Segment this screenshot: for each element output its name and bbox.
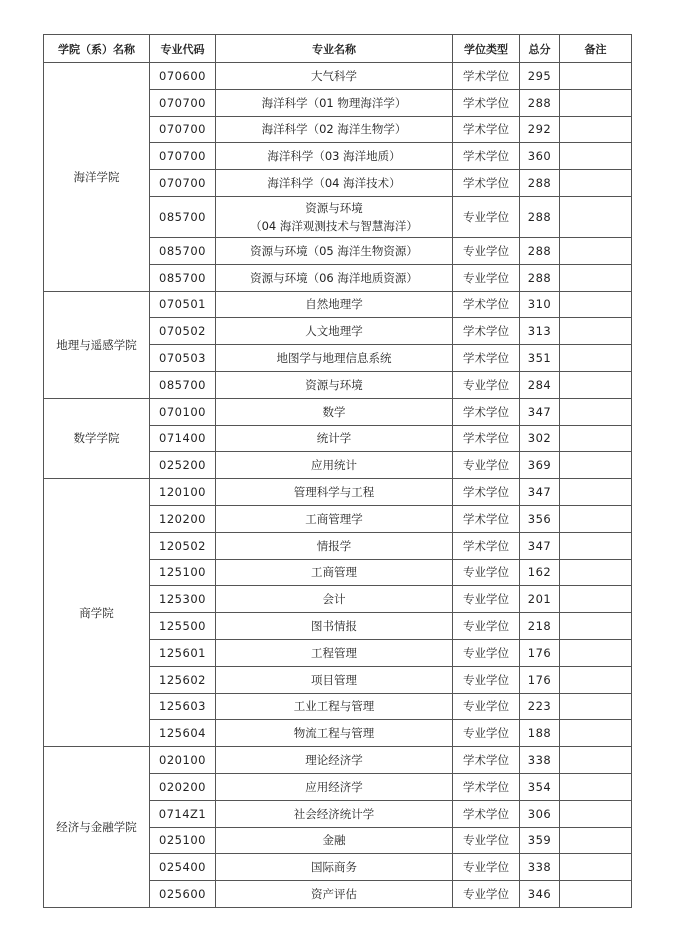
note-cell [560,318,632,345]
major-name-cell: 海洋科学（04 海洋技术） [216,170,453,197]
total-score-cell: 347 [520,479,560,506]
total-score-cell: 302 [520,425,560,452]
major-code-cell: 070700 [150,89,216,116]
total-score-cell: 223 [520,693,560,720]
major-name-cell: 会计 [216,586,453,613]
major-code-cell: 070700 [150,170,216,197]
major-name-cell: 海洋科学（01 物理海洋学） [216,89,453,116]
degree-type-cell: 学术学位 [453,479,520,506]
college-name-cell: 数学学院 [44,398,150,478]
note-cell [560,264,632,291]
note-cell [560,170,632,197]
major-name-cell: 金融 [216,827,453,854]
degree-type-cell: 专业学位 [453,371,520,398]
note-cell [560,237,632,264]
major-code-cell: 125604 [150,720,216,747]
major-name-cell: 项目管理 [216,666,453,693]
total-score-cell: 201 [520,586,560,613]
degree-type-cell: 学术学位 [453,116,520,143]
table-row [44,63,632,90]
table-row [44,398,632,425]
major-code-cell: 070700 [150,116,216,143]
degree-type-cell: 专业学位 [453,854,520,881]
note-cell [560,532,632,559]
total-score-cell: 176 [520,666,560,693]
note-cell [560,559,632,586]
college-name-cell: 经济与金融学院 [44,747,150,908]
total-score-cell: 288 [520,196,560,237]
major-code-cell: 025100 [150,827,216,854]
score-table [43,34,632,908]
total-score-cell: 346 [520,881,560,908]
major-name-cell: 工商管理学 [216,505,453,532]
degree-type-cell: 学术学位 [453,773,520,800]
degree-type-cell: 专业学位 [453,881,520,908]
degree-type-cell: 学术学位 [453,89,520,116]
total-score-cell: 188 [520,720,560,747]
total-score-cell: 218 [520,613,560,640]
note-cell [560,747,632,774]
total-score-cell: 360 [520,143,560,170]
table-row [44,479,632,506]
degree-type-cell: 学术学位 [453,63,520,90]
major-code-cell: 070503 [150,345,216,372]
note-cell [560,827,632,854]
degree-type-cell: 专业学位 [453,693,520,720]
major-name-line-2: （04 海洋观测技术与智慧海洋） [250,218,418,233]
major-code-cell: 085700 [150,237,216,264]
total-score-cell: 359 [520,827,560,854]
degree-type-cell: 专业学位 [453,237,520,264]
major-code-cell: 025200 [150,452,216,479]
total-score-cell: 347 [520,532,560,559]
degree-type-cell: 学术学位 [453,143,520,170]
degree-type-cell: 学术学位 [453,170,520,197]
major-code-cell: 120200 [150,505,216,532]
major-name-cell: 地图学与地理信息系统 [216,345,453,372]
major-code-cell: 0714Z1 [150,800,216,827]
major-code-cell: 125100 [150,559,216,586]
degree-type-cell: 学术学位 [453,345,520,372]
major-name-cell: 图书情报 [216,613,453,640]
header-row [44,35,632,63]
major-name-cell: 国际商务 [216,854,453,881]
degree-type-cell: 专业学位 [453,666,520,693]
major-name-cell: 统计学 [216,425,453,452]
major-code-cell: 125500 [150,613,216,640]
major-name-cell: 物流工程与管理 [216,720,453,747]
major-name-cell: 应用经济学 [216,773,453,800]
header-college: 学院（系）名称 [44,35,150,63]
degree-type-cell: 学术学位 [453,747,520,774]
major-name-cell: 海洋科学（03 海洋地质） [216,143,453,170]
note-cell [560,505,632,532]
major-name-cell: 工程管理 [216,639,453,666]
note-cell [560,398,632,425]
total-score-cell: 292 [520,116,560,143]
major-code-cell: 025600 [150,881,216,908]
note-cell [560,196,632,237]
total-score-cell: 284 [520,371,560,398]
major-name-cell: 工业工程与管理 [216,693,453,720]
major-name-cell: 资产评估 [216,881,453,908]
major-name-cell: 资源与环境 [216,371,453,398]
total-score-cell: 313 [520,318,560,345]
major-code-cell: 085700 [150,371,216,398]
major-code-cell: 125603 [150,693,216,720]
college-name-cell: 商学院 [44,479,150,747]
total-score-cell: 162 [520,559,560,586]
total-score-cell: 354 [520,773,560,800]
note-cell [560,452,632,479]
total-score-cell: 351 [520,345,560,372]
major-code-cell: 070502 [150,318,216,345]
total-score-cell: 347 [520,398,560,425]
major-name-cell: 自然地理学 [216,291,453,318]
degree-type-cell: 专业学位 [453,639,520,666]
major-code-cell: 071400 [150,425,216,452]
table-row [44,291,632,318]
major-name-cell: 理论经济学 [216,747,453,774]
note-cell [560,693,632,720]
header-degree-type: 学位类型 [453,35,520,63]
major-code-cell: 120502 [150,532,216,559]
note-cell [560,720,632,747]
note-cell [560,666,632,693]
total-score-cell: 369 [520,452,560,479]
degree-type-cell: 专业学位 [453,827,520,854]
major-name-cell: 人文地理学 [216,318,453,345]
header-total: 总分 [520,35,560,63]
major-code-cell: 025400 [150,854,216,881]
note-cell [560,425,632,452]
major-name-cell: 情报学 [216,532,453,559]
major-name-cell: 数学 [216,398,453,425]
note-cell [560,371,632,398]
degree-type-cell: 学术学位 [453,532,520,559]
major-name-cell [216,196,453,237]
header-code: 专业代码 [150,35,216,63]
major-code-cell: 020200 [150,773,216,800]
major-code-cell: 070600 [150,63,216,90]
degree-type-cell: 专业学位 [453,452,520,479]
major-name-cell: 应用统计 [216,452,453,479]
total-score-cell: 356 [520,505,560,532]
major-code-cell: 125602 [150,666,216,693]
note-cell [560,116,632,143]
total-score-cell: 288 [520,237,560,264]
note-cell [560,613,632,640]
note-cell [560,63,632,90]
major-name-cell: 资源与环境（06 海洋地质资源） [216,264,453,291]
degree-type-cell: 学术学位 [453,505,520,532]
major-name-cell: 管理科学与工程 [216,479,453,506]
degree-type-cell: 学术学位 [453,318,520,345]
total-score-cell: 288 [520,89,560,116]
major-code-cell: 020100 [150,747,216,774]
college-name-cell: 海洋学院 [44,63,150,292]
degree-type-cell: 学术学位 [453,398,520,425]
degree-type-cell: 专业学位 [453,196,520,237]
degree-type-cell: 专业学位 [453,586,520,613]
major-name-cell: 社会经济统计学 [216,800,453,827]
degree-type-cell: 学术学位 [453,425,520,452]
major-name-line-1: 资源与环境 [305,200,363,215]
total-score-cell: 338 [520,747,560,774]
major-code-cell: 085700 [150,196,216,237]
total-score-cell: 176 [520,639,560,666]
note-cell [560,143,632,170]
degree-type-cell: 专业学位 [453,613,520,640]
major-name-cell: 大气科学 [216,63,453,90]
note-cell [560,800,632,827]
note-cell [560,291,632,318]
note-cell [560,881,632,908]
header-major: 专业名称 [216,35,453,63]
note-cell [560,854,632,881]
major-code-cell: 070100 [150,398,216,425]
note-cell [560,89,632,116]
note-cell [560,479,632,506]
total-score-cell: 310 [520,291,560,318]
table-row [44,747,632,774]
major-code-cell: 070501 [150,291,216,318]
note-cell [560,586,632,613]
major-name-cell: 资源与环境（05 海洋生物资源） [216,237,453,264]
degree-type-cell: 学术学位 [453,800,520,827]
total-score-cell: 338 [520,854,560,881]
note-cell [560,773,632,800]
degree-type-cell: 学术学位 [453,291,520,318]
note-cell [560,639,632,666]
total-score-cell: 295 [520,63,560,90]
major-code-cell: 120100 [150,479,216,506]
major-name-cell: 工商管理 [216,559,453,586]
college-name-cell: 地理与遥感学院 [44,291,150,398]
major-code-cell: 125300 [150,586,216,613]
total-score-cell: 288 [520,264,560,291]
degree-type-cell: 专业学位 [453,264,520,291]
major-name-cell: 海洋科学（02 海洋生物学） [216,116,453,143]
major-code-cell: 070700 [150,143,216,170]
degree-type-cell: 专业学位 [453,559,520,586]
degree-type-cell: 专业学位 [453,720,520,747]
header-note: 备注 [560,35,632,63]
major-code-cell: 125601 [150,639,216,666]
total-score-cell: 306 [520,800,560,827]
note-cell [560,345,632,372]
major-code-cell: 085700 [150,264,216,291]
total-score-cell: 288 [520,170,560,197]
